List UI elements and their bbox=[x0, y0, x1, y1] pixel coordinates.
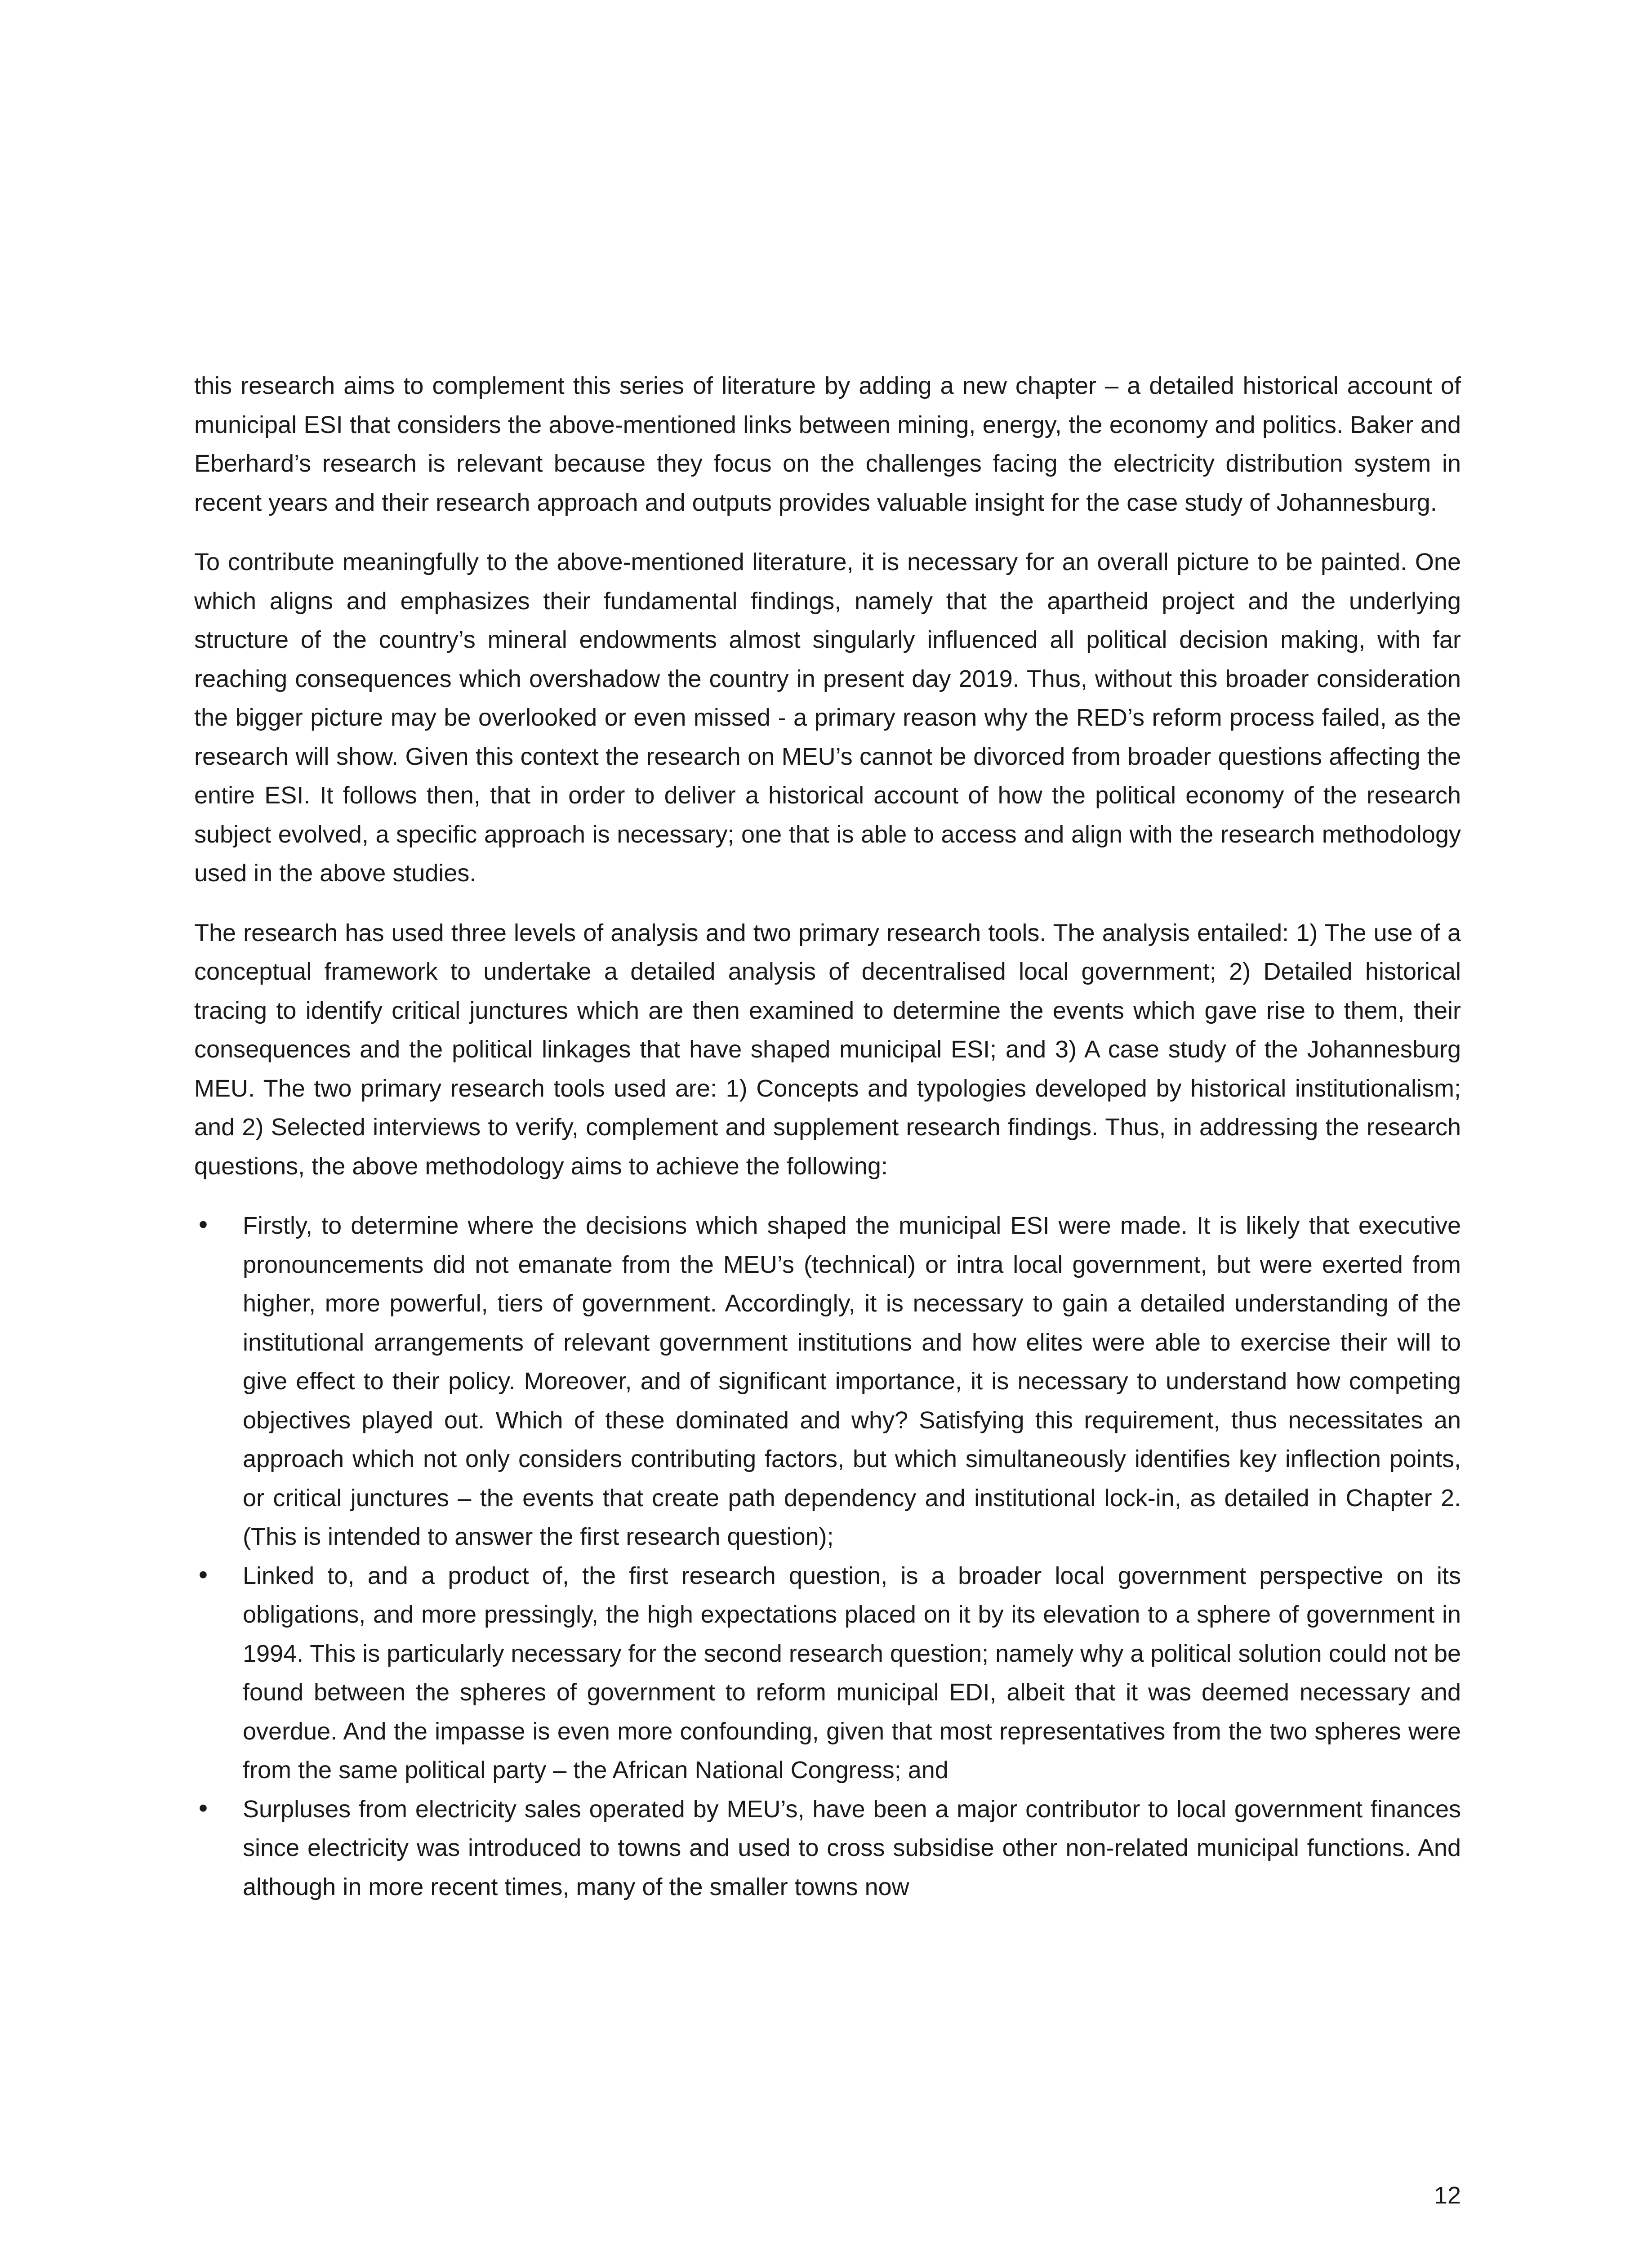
bullet-item-3 bbox=[194, 1790, 1461, 1907]
bullet-icon: • bbox=[196, 1794, 210, 1823]
bullet-item-1 bbox=[194, 1206, 1461, 1557]
body-text bbox=[194, 366, 1461, 1906]
page-number: 12 bbox=[1434, 2182, 1461, 2209]
bullet-text-2: Linked to, and a product of, the first research question, is a broader local government perspective on its obligations, and more pressingly, the high expectations placed on it by its elevation to a sphere of government in 1994. This is particularly necessary for the second research question; namely why a political solution could not be found between the spheres of government to reform municipal EDI, albeit that it was deemed necessary and overdue. And the impasse is even more confounding, given that most representatives from the two spheres were from the same political party – the African National Congress; and bbox=[243, 1562, 1461, 1784]
paragraph-2: To contribute meaningfully to the above-mentioned literature, it is necessary for an overall picture to be painted. One which aligns and emphasizes their fundamental findings, namely that the apartheid project and the underlying structure of the country’s mineral endowments almost singularly influenced all political decision making, with far reaching consequences which overshadow the country in present day 2019. Thus, without this broader consideration the bigger picture may be overlooked or even missed - a primary reason why the RED’s reform process failed, as the research will show. Given this context the research on MEU’s cannot be divorced from broader questions affecting the entire ESI. It follows then, that in order to deliver a historical account of how the political economy of the research subject evolved, a specific approach is necessary; one that is able to access and align with the research methodology used in the above studies. bbox=[194, 549, 1461, 887]
bullet-list bbox=[194, 1206, 1461, 1906]
paragraph-3: The research has used three levels of analysis and two primary research tools. The analysis entailed: 1) The use of a conceptual framework to undertake a detailed analysis of decentralised local government; 2) Detailed historical tracing to identify critical junctures which are then examined to determine the events which gave rise to them, their consequences and the political linkages that have shaped municipal ESI; and 3) A case study of the Johannesburg MEU. The two primary research tools used are: 1) Concepts and typologies developed by historical institutionalism; and 2) Selected interviews to verify, complement and supplement research findings. Thus, in addressing the research questions, the above methodology aims to achieve the following: bbox=[194, 919, 1461, 1180]
bullet-icon: • bbox=[196, 1561, 210, 1590]
bullet-text-1: Firstly, to determine where the decisions which shaped the municipal ESI were made. It is likely that executive pronouncements did not emanate from the MEU’s (technical) or intra local government, but were exerted from higher, more powerful, tiers of government. Accordingly, it is necessary to gain a detailed understanding of the institutional arrangements of relevant government institutions and how elites were able to exercise their will to give effect to their policy. Moreover, and of significant importance, it is necessary to understand how competing objectives played out. Which of these dominated and why? Satisfying this requirement, thus necessitates an approach which not only considers contributing factors, but which simultaneously identifies key inflection points, or critical junctures – the events that create path dependency and institutional lock-in, as detailed in Chapter 2. (This is intended to answer the first research question); bbox=[243, 1212, 1461, 1550]
bullet-text-3: Surpluses from electricity sales operated by MEU’s, have been a major contributor to local government finances since electricity was introduced to towns and used to cross subsidise other non-related municipal functions. And although in more recent times, many of the smaller towns now bbox=[243, 1795, 1461, 1900]
paragraph-1: this research aims to complement this series of literature by adding a new chapter – a detailed historical account of municipal ESI that considers the above-mentioned links between mining, energy, the economy and politics. Baker and Eberhard’s research is relevant because they focus on the challenges facing the electricity distribution system in recent years and their research approach and outputs provides valuable insight for the case study of Johannesburg. bbox=[194, 372, 1461, 516]
bullet-item-2 bbox=[194, 1557, 1461, 1790]
bullet-icon: • bbox=[196, 1211, 210, 1240]
